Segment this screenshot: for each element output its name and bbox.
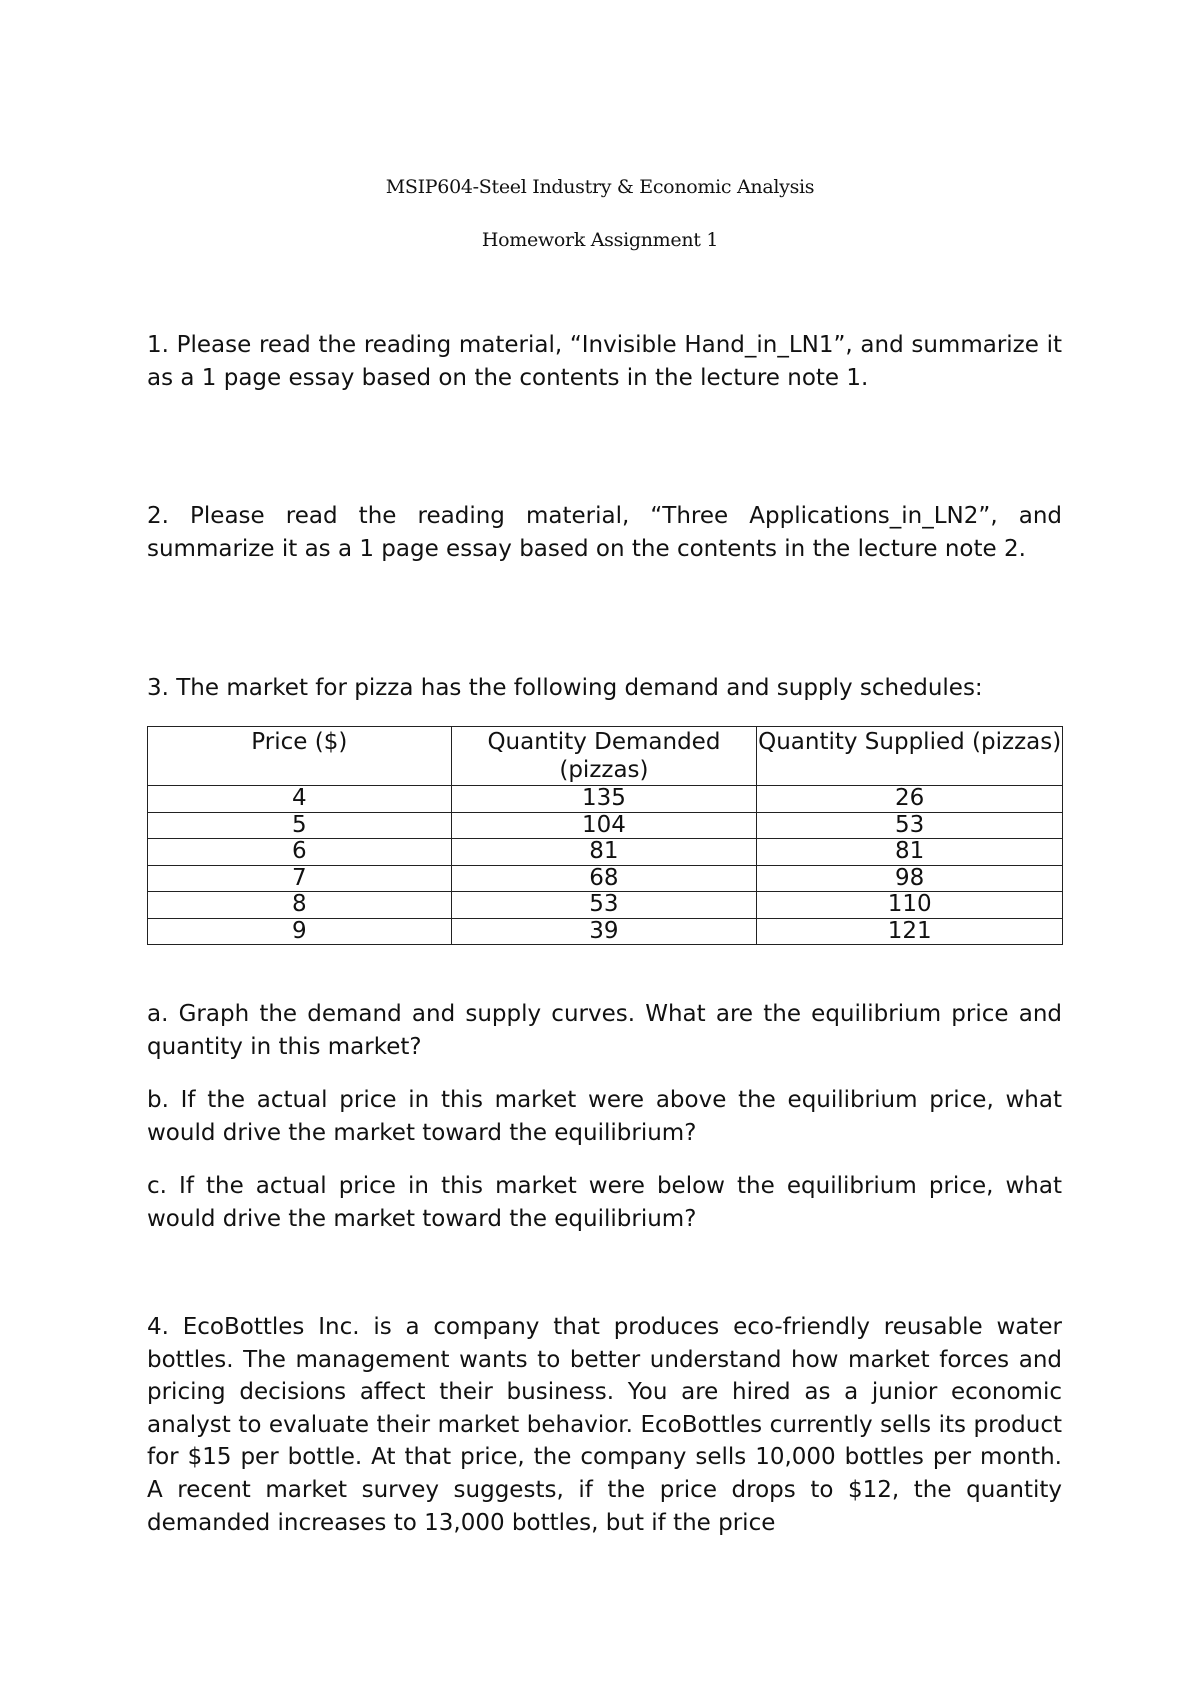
table-cell: 39 — [451, 918, 757, 945]
column-header-quantity-demanded: Quantity Demanded (pizzas) — [451, 727, 757, 786]
table-cell: 8 — [148, 892, 452, 919]
table-row — [148, 892, 1063, 919]
question-3-intro: 3. The market for pizza has the following demand and supply schedules: — [147, 675, 983, 701]
table-cell: 4 — [148, 786, 452, 813]
table-row — [148, 918, 1063, 945]
table-cell: 53 — [451, 892, 757, 919]
table-cell: 26 — [757, 786, 1063, 813]
question-3a: a. Graph the demand and supply curves. What are the equilibrium price and quantity in this market? — [147, 1001, 1062, 1060]
table-cell: 81 — [757, 839, 1063, 866]
table-cell: 68 — [451, 865, 757, 892]
table-cell: 110 — [757, 892, 1063, 919]
table-row — [148, 812, 1063, 839]
table-cell: 135 — [451, 786, 757, 813]
table-cell: 53 — [757, 812, 1063, 839]
table-row — [148, 839, 1063, 866]
table-cell: 81 — [451, 839, 757, 866]
table-cell: 98 — [757, 865, 1063, 892]
column-header-price: Price ($) — [148, 727, 452, 786]
question-2: 2. Please read the reading material, “Three Applications_in_LN2”, and summarize it as a 1 page essay based on the contents in the lecture note 2. — [147, 503, 1062, 562]
table-cell: 7 — [148, 865, 452, 892]
table-cell: 6 — [148, 839, 452, 866]
column-header-quantity-supplied: Quantity Supplied (pizzas) — [757, 727, 1063, 786]
demand-supply-table — [147, 726, 1063, 945]
course-title: MSIP604-Steel Industry & Economic Analysis — [385, 176, 815, 198]
table-cell: 104 — [451, 812, 757, 839]
question-4: 4. EcoBottles Inc. is a company that produces eco-friendly reusable water bottles. The management wants to better understand how market forces and pricing decisions affect their business. You are hired as a junior economic analyst to evaluate their market behavior. EcoBottles currently sells its product for $15 per bottle. At that price, the company sells 10,000 bottles per month. A recent market survey suggests, if the price drops to $12, the quantity demanded increases to 13,000 bottles, but if the price — [147, 1314, 1062, 1536]
table-cell: 9 — [148, 918, 452, 945]
table-cell: 121 — [757, 918, 1063, 945]
question-1: 1. Please read the reading material, “Invisible Hand_in_LN1”, and summarize it as a 1 page essay based on the contents in the lecture note 1. — [147, 332, 1062, 391]
table-cell: 5 — [148, 812, 452, 839]
table-row — [148, 786, 1063, 813]
table-row — [148, 865, 1063, 892]
question-3c: c. If the actual price in this market were below the equilibrium price, what would drive the market toward the equilibrium? — [147, 1173, 1062, 1232]
table-header-row — [148, 727, 1063, 786]
assignment-title: Homework Assignment 1 — [481, 229, 719, 251]
question-3b: b. If the actual price in this market were above the equilibrium price, what would drive the market toward the equilibrium? — [147, 1087, 1062, 1146]
